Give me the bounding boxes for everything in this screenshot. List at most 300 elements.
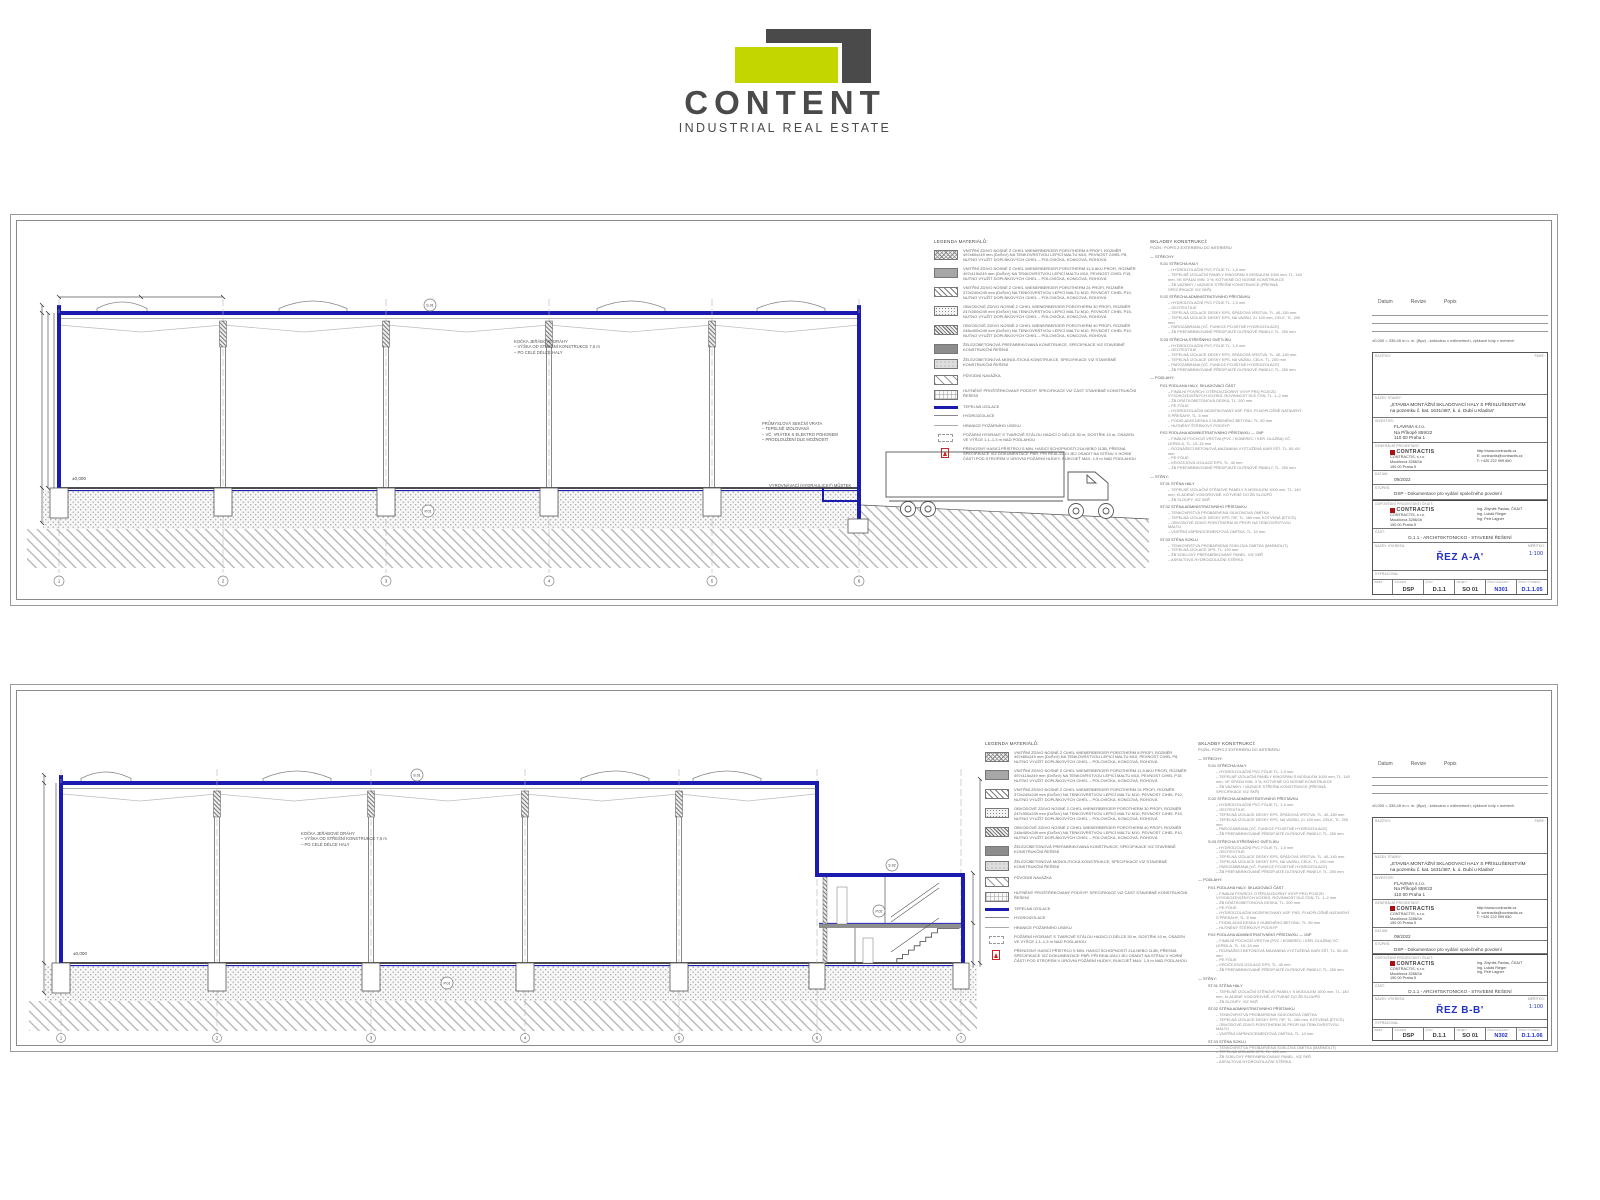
assembly-code: S.02 STŘECHA ADMINISTRATIVNÍHO PŘÍSTAVKU <box>1160 294 1251 300</box>
legend-item-text: ŽELEZOBETONOVÁ MONOLITICKÁ KONSTRUKCE, SPECIFIKACE VIZ STAVEBNĚ KONSTRUKČNÍ ŘEŠENÍ <box>963 357 1117 368</box>
assembly-layer: – HYDROIZOLAČNÍ MODIFIKOVANÝ ASF. PÁS, PLNOPLOŠNĚ NATAVENÝ S PŘESAHY, TL. 5 mm <box>1216 910 1350 920</box>
assembly-layer: – PAROZÁBRANA (VČ. FUNKCE POJISTNÉ HYDROIZOLACE) <box>1168 362 1280 368</box>
order-number: N301 <box>1494 586 1508 593</box>
assembly-code: ST.03 STĚNA SOKLU <box>1160 536 1199 542</box>
legend-item <box>985 788 1190 802</box>
assembly-layer: – OBVODOVÉ ZDIVO POROTHERM 30 PROFI NA TENKOVRSTVOU MALTU <box>1168 519 1291 530</box>
svg-text:4: 4 <box>523 1035 527 1041</box>
legend-symbol-item <box>934 433 1139 443</box>
part-value: D.1.1 - ARCHITEKTONICKO - STAVEBNÍ ŘEŠENÍ <box>1408 989 1512 995</box>
grid-hatch-swatch <box>985 892 1009 902</box>
logo-tagline: INDUSTRIAL REAL ESTATE <box>678 121 892 135</box>
legend-symbol-text: HYDROIZOLACE <box>963 413 995 419</box>
materials-legend <box>934 239 1139 466</box>
assembly-layer: – ŽB PREFABRIKOVANÉ PŘEDPJATÉ DUTINOVÉ PANELY, TL. 250 mm <box>1216 831 1344 837</box>
skylight-arc <box>279 301 347 311</box>
assembly-tag <box>441 977 453 989</box>
assembly-layer: – HYDROIZOLAČNÍ PVC FÓLIE TL. 1,5 mm <box>1216 802 1294 808</box>
assembly-layer: – TENKOVRSTVÁ PROBARVENÁ SOKLOVÁ OMÍTKA (MARMOLIT) <box>1216 1044 1336 1050</box>
skylight-arc <box>597 301 665 311</box>
investor-name: FLAVINIA s.r.o. Na Příkopě 859/22 110 00 Praha 1 <box>1394 880 1433 898</box>
legend-item-text: OBVODOVÉ ZDIVO NOSNÉ Z CIHEL WIENERBERGER POROTHERM 40 PROFI, ROZMĚR 248x400x249 mm (DxŠxV) NA TENKOVRSTVOU LEPICÍ MALTU M10, PEVNOST CIHEL P10, NUTNO VYUŽÍT DOPLŇKOVÝCH CIHEL – POLOVIČKA, KONCOVÁ, ROHOVÁ <box>1014 825 1183 840</box>
title-block-main <box>1372 817 1548 1041</box>
gray-symbol-icon <box>934 425 958 426</box>
skylight-arc <box>97 302 147 311</box>
svg-text:5: 5 <box>710 578 714 584</box>
assembly-layer: – ŽB SLOUPY, VIZ SKŘ <box>1168 496 1210 502</box>
legend-item <box>985 826 1190 840</box>
date-value: 09/2022 <box>1394 933 1411 939</box>
grid-hatch-swatch <box>934 390 958 400</box>
legend-item-text: OBVODOVÉ ZDIVO NOSNÉ Z CIHEL WIENERBERGER POROTHERM 30 PROFI, ROZMĚR 247x300x249 mm (DxŠxV) NA TENKOVRSTVOU LEPICÍ MALTU M10, PEVNOST CIHEL P15, NUTNO VYUŽÍT DOPLŇKOVÝCH CIHEL – POLOVIČKA, KONCOVÁ, ROHOVÁ <box>1014 806 1183 821</box>
assembly-code: ST.01 STĚNA HALY <box>1160 480 1195 486</box>
legend-item-text: HUTNĚNÝ PROŠTĚRKOVANÝ PODSYP, SPECIFIKACE VIZ ČÁST STAVEBNĚ KONSTRUKČNÍ ŘEŠENÍ <box>1014 890 1188 901</box>
legend-item <box>934 249 1139 263</box>
assembly-group-header: — STŘECHY: <box>1198 756 1223 762</box>
assembly-tag <box>886 859 898 871</box>
gray-symbol-icon <box>985 927 1009 928</box>
assembly-layer: – TEPELNÁ IZOLACE XPS, TL. 120 mm <box>1168 547 1239 553</box>
assembly-layer: – FINÁLNÍ POCHOZÍ VRSTVA (PVC / KOBEREC / KER. DLAŽBA) VČ. LEPIDLA, TL. 10–15 mm <box>1168 435 1292 446</box>
contractis-logo-icon <box>1390 906 1395 911</box>
assembly-layer: – ŽB DRÁTKOBETONOVÁ DESKA, TL. 200 mm <box>1168 398 1253 404</box>
content-logo <box>660 8 910 153</box>
solid-hatch-swatch <box>934 268 958 278</box>
annotation-crane: KOČKA JEŘÁBOVÉ DRÁHY – VÝŠKA OD STŘEŠNÍ KONSTRUKCE 7,6 m – PO CELÉ DÉLCE HALY <box>514 339 600 355</box>
stage-row: STUPEŇ: DSP - Dokumentace pro vydání společného povolení <box>1373 485 1547 500</box>
footer-strip: INDEX STUPEŇ DSP ČÁST D.1.1 OBJEKT SO 01 ČÍSLO ZAKÁZKY N301 ČÍSLO VÝKRESU D.1.1.05 <box>1374 579 1543 593</box>
stamp-box: RAZÍTKO: PARÉ: <box>1373 818 1547 854</box>
legend-item <box>934 286 1139 300</box>
legend-item <box>934 374 1139 385</box>
stage-value: DSP - Dokumentace pro vydání společného povolení <box>1394 491 1502 497</box>
dark-hatch-swatch <box>934 344 958 354</box>
investor-name: FLAVINIA s.r.o. Na Příkopě 859/22 110 00 Praha 1 <box>1394 424 1433 441</box>
contractis-logo-icon <box>1390 961 1395 966</box>
assembly-tag <box>873 905 885 917</box>
footer-strip: INDEX STUPEŇ DSP ČÁST D.1.1 OBJEKT SO 01 ČÍSLO ZAKÁZKY N302 ČÍSLO VÝKRESU D.1.1.06 <box>1374 1027 1543 1039</box>
assembly-group-header: — STŘECHY: <box>1150 254 1175 260</box>
svg-text:1: 1 <box>59 1035 63 1041</box>
legend-item-text: PŮVODNÍ NAVÁŽKA <box>963 372 1001 378</box>
assembly-code: ST.02 STĚNA ADMINISTRATIVNÍHO PŘÍSTAVKU <box>1160 503 1247 509</box>
skylight-arc <box>757 301 825 311</box>
sheet-frame <box>16 220 1552 600</box>
annotation-dock-leveler: VYROVNÁVACÍ (HYDRAULICKÝ) MŮSTEK <box>769 483 852 488</box>
assembly-code: ST.03 STĚNA SOKLU <box>1208 1038 1247 1044</box>
assembly-layer: – PE FÓLIE <box>1216 905 1237 911</box>
svg-text:6: 6 <box>857 578 861 584</box>
legend-item <box>934 343 1139 354</box>
sheet-rez-b <box>10 684 1558 1065</box>
svg-text:1: 1 <box>57 578 61 584</box>
dots-hatch-swatch <box>934 306 958 316</box>
legend-item <box>934 358 1139 369</box>
rev-col-revize: Revize <box>1410 299 1427 305</box>
title-block-main <box>1372 352 1548 595</box>
drawing-number: D.1.1.05 <box>1521 586 1543 593</box>
date-row: DATUM: 09/2022 <box>1373 471 1547 485</box>
drawing-title: ŘEZ B-B' <box>1436 1005 1484 1017</box>
part-value: D.1.1 - ARCHITEKTONICKO - STAVEBNÍ ŘEŠENÍ <box>1408 535 1512 541</box>
legend-symbol-text: HRANICE POŽÁRNÍHO ÚSEKU <box>963 422 1021 428</box>
logo-wordmark: CONTENT <box>684 84 886 121</box>
legend-symbol-text: POŽÁRNÍ HYDRANT S TVAROVĚ STÁLOU HADICÍ O DÉLCE 30 m, DOSTŘIK 10 m, OSAZEN VE VÝŠCE 1,1–1,3 m NAD PODLAHOU <box>1014 933 1185 944</box>
assembly-layer: – TEPELNÁ IZOLACE DESKY EPS, NA VAZBU, 2× 100 mm, CELK. TL. 200 mm <box>1216 816 1349 827</box>
light-hatch-swatch <box>985 861 1009 871</box>
assembly-layer: – TEPELNÁ IZOLACE DESKY EPS, SPÁDOVÁ VRSTVA, TL. 40–140 mm <box>1168 352 1297 358</box>
assembly-layer: – GEOTEXTILIE <box>1216 849 1245 855</box>
assemblies-note: POZN.: POPIS Z EXTERIÉRU DO INTERIÉRU <box>1198 747 1280 753</box>
hatchlight-hatch-swatch <box>985 877 1009 887</box>
project-name: „STAVBA MONTÁŽNÍ SKLADOVACÍ HALY S PŘÍSLUŠENSTVÍM na pozemku č. kat. 1631/487, k. ú. Dubí u Kladna“ <box>1390 860 1526 872</box>
svg-text:S.02: S.02 <box>888 863 896 868</box>
assembly-layer: – ASFALTOVÁ HYDROIZOLAČNÍ STĚRKA <box>1168 557 1244 563</box>
assembly-layer: – TEPELNÁ IZOLACE DESKY EPS, NA VAZBU, CELK. TL. 200 mm <box>1168 357 1286 363</box>
assembly-layer: – PODKLADNÍ DESKA Z HUBENÉHO BETONU, TL. 50 mm <box>1216 919 1321 925</box>
assembly-layer: – FINÁLNÍ POVRCH: OTĚRUVZDORNÝ VSYP PRO POJEZD VYSOKOZDVIŽNÝCH VOZÍKŮ, ROVINNOST DLE ČSN, TL. 1–2 mm <box>1168 388 1289 399</box>
thin-symbol-icon <box>934 415 958 416</box>
diag-hatch-swatch <box>985 789 1009 799</box>
assembly-layer: – ŽB PREFABRIKOVANÉ PŘEDPJATÉ DUTINOVÉ PANELY, TL. 250 mm <box>1168 366 1296 372</box>
skylight-arc <box>581 771 649 781</box>
stamp-box: RAZÍTKO: PARÉ: <box>1373 353 1547 395</box>
svg-text:P.01: P.01 <box>443 981 451 986</box>
legend-symbol-item <box>934 447 1139 461</box>
assembly-layer: – VNITŘNÍ VÁPENOCEMENTOVÁ OMÍTKA, TL. 10 mm <box>1216 1031 1314 1037</box>
contractis-logo-icon <box>1390 450 1395 455</box>
annotation-gate: PRŮMYSLOVÁ SEKČNÍ VRATA – TEPELNĚ IZOLOVANÁ – VČ. VRÁTEK S ELEKTRO POHONEM – PRODLOUŽENÍ DLE MOŽNOSTI <box>762 421 838 442</box>
grid-bubbles <box>57 1034 966 1043</box>
assembly-layer: – PAROZÁBRANA (VČ. FUNKCE POJISTNÉ HYDROIZOLACE) <box>1216 864 1328 870</box>
assembly-layer: – PAROZÁBRANA (VČ. FUNKCE POJISTNÉ HYDROIZOLACE) <box>1168 324 1280 330</box>
assembly-layer: – TEPELNĚ IZOLAČNÍ PANELY KINGSPAN S MODULEM 1000 mm, TL. 140 mm, VE SPÁDU MIN. 3 %, KOTVENÉ DO NOSNÉ KONSTRUKCE <box>1168 272 1302 283</box>
solid-hatch-swatch <box>985 770 1009 780</box>
dots-hatch-swatch <box>985 808 1009 818</box>
author-row: VYPRACOVAL: <box>1373 1020 1547 1028</box>
svg-text:3: 3 <box>384 578 388 584</box>
assembly-layer: – ROZNÁŠECÍ BETONOVÁ MAZANINA VYZTUŽENÁ KARI SÍTÍ, TL. 50–60 mm <box>1168 445 1300 456</box>
assembly-group-header: — STĚNY: <box>1150 473 1169 479</box>
assembly-layer: – TEPELNÁ IZOLACE DESKY EPS, NA VAZBU, 2× 100 mm, CELK. TL. 200 mm <box>1168 314 1301 325</box>
skylight-arc <box>81 772 131 781</box>
legend-item-text: VNITŘNÍ ZDIVO NOSNÉ Z CIHEL WIENERBERGER POROTHERM 11,5 AKU PROFI, ROZMĚR 497x115x249 mm (DxŠxV) NA TENKOVRSTVOU LEPICÍ MALTU M10, PEVNOST CIHEL P15, NUTNO VYUŽÍT DOPLŇKOVÝCH CIHEL – POLOVIČKA, KONCOVÁ, ROHOVÁ <box>1014 768 1187 783</box>
assembly-code: S.02 STŘECHA ADMINISTRATIVNÍHO PŘÍSTAVKU <box>1208 796 1299 802</box>
assembly-layer: – TEPELNÁ IZOLACE DESKY EPS 70F, TL. 160 mm, KOTVENÁ (ETICS) <box>1168 514 1296 520</box>
svg-text:5: 5 <box>677 1035 681 1041</box>
assembly-layer: – FINÁLNÍ POVRCH: OTĚRUVZDORNÝ VSYP PRO POJEZD VYSOKOZDVIŽNÝCH VOZÍKŮ, ROVINNOST DLE ČSN, TL. 1–2 mm <box>1216 890 1337 901</box>
legend-symbol-text: HRANICE POŽÁRNÍHO ÚSEKU <box>1014 924 1072 930</box>
revision-table: Datum Revize Popis <box>1372 761 1548 794</box>
diagdense-hatch-swatch <box>985 827 1009 837</box>
assembly-layer: – ŽB VAZNÍKY / VAZNICE STŘEŠNÍ KONSTRUKCE (PŘESNÁ SPECIFIKACE VIZ SKŘ) <box>1216 783 1326 794</box>
assembly-layer: – VNITŘNÍ VÁPENOCEMENTOVÁ OMÍTKA, TL. 10 mm <box>1168 529 1266 535</box>
roof-structure <box>59 771 819 801</box>
level-mark: ±0,000 <box>72 476 87 481</box>
assembly-layer: – ŽB SOKLOVÝ PREFABRIKOVANÝ PANEL, VIZ SKŘ <box>1216 1054 1311 1060</box>
legend-item <box>985 845 1190 856</box>
legend-item <box>934 324 1139 338</box>
svg-text:2: 2 <box>215 1035 219 1041</box>
svg-text:P.02: P.02 <box>875 909 883 914</box>
assembly-tag <box>411 769 423 781</box>
legend-symbol-item <box>985 916 1190 921</box>
materials-legend <box>985 741 1190 968</box>
assembly-layer: – HYDROIZOLAČNÍ PVC FÓLIE TL. 1,5 mm <box>1216 844 1294 850</box>
legend-item-text: VNITŘNÍ ZDIVO NOSNÉ Z CIHEL WIENERBERGER POROTHERM 11,5 AKU PROFI, ROZMĚR 497x115x249 mm (DxŠxV) NA TENKOVRSTVOU LEPICÍ MALTU M10, PEVNOST CIHEL P15, NUTNO VYUŽÍT DOPLŇKOVÝCH CIHEL – POLOVIČKA, KONCOVÁ, ROHOVÁ <box>963 266 1136 281</box>
legend-item-text: HUTNĚNÝ PROŠTĚRKOVANÝ PODSYP, SPECIFIKACE VIZ ČÁST STAVEBNĚ KONSTRUKČNÍ ŘEŠENÍ <box>963 388 1137 399</box>
engineers-list: Ing. Zbyněk Pavlas, ČKAIT Ing. Lukáš Rieger Ing. Petr Lagner <box>1476 507 1523 521</box>
assembly-layer: – PODKLADNÍ DESKA Z HUBENÉHO BETONU, TL. 50 mm <box>1168 417 1273 423</box>
legend-symbol-text: PŘENOSNÝ HASICÍ PŘÍSTROJ S MIN. HASICÍ SCHOPNOSTÍ 21A NEBO 113B, PŘESNÁ SPECIFIKACE VIZ DOKUMENTACE PBŘ; PŘI REALIZACI JEJ OSADIT NA STĚNU V HORNÍ ČÁSTI POD STROPEM V ÚROVNI POŽÁRNÍ HLÍDKY, RUKOJEŤ MAX. 1,5 m NAD PODLAHOU <box>1014 947 1187 963</box>
title-block <box>1372 221 1548 599</box>
legend-item-text: VNITŘNÍ ZDIVO NOSNÉ Z CIHEL WIENERBERGER POROTHERM 24 PROFI, ROZMĚR 372x240x249 mm (DxŠxV) NA TENKOVRSTVOU LEPICÍ MALTU M10, PEVNOST CIHEL P10, NUTNO VYUŽÍT DOPLŇKOVÝCH CIHEL – POLOVIČKA, KONCOVÁ, ROHOVÁ <box>963 285 1132 300</box>
legend-item-text: VNITŘNÍ ZDIVO NOSNÉ Z CIHEL WIENERBERGER POROTHERM 8 PROFI, ROZMĚR 497x80x249 mm (DxŠxV) NA TENKOVRSTVOU LEPICÍ MALTU M10, PEVNOST CIHEL P8, NUTNO VYUŽÍT DOPLŇKOVÝCH CIHEL – POLOVIČKA, KONCOVÁ, ROHOVÁ <box>963 247 1128 263</box>
diag-hatch-swatch <box>934 287 958 297</box>
assemblies-note: POZN.: POPIS Z EXTERIÉRU DO INTERIÉRU <box>1150 245 1232 251</box>
legend-item-text: ŽELEZOBETONOVÁ PREFABRIKOVANÁ KONSTRUKCE, SPECIFIKACE VIZ STAVEBNĚ KONSTRUKČNÍ ŘEŠENÍ <box>963 341 1125 352</box>
ground-hatch <box>29 965 977 1031</box>
assembly-layer: – ŽB SOKLOVÝ PREFABRIKOVANÝ PANEL, VIZ SKŘ <box>1168 552 1263 558</box>
legend-symbol-text: POŽÁRNÍ HYDRANT S TVAROVĚ STÁLOU HADICÍ O DÉLCE 30 m, DOSTŘIK 10 m, OSAZEN VE VÝŠCE 1,1–1,3 m NAD PODLAHOU <box>963 431 1134 442</box>
assembly-layer: – KROČEJOVÁ IZOLACE EPS, TL. 40 mm <box>1168 460 1243 466</box>
assembly-layer: – TEPELNÁ IZOLACE DESKY EPS, SPÁDOVÁ VRSTVA, TL. 40–150 mm <box>1168 309 1297 315</box>
revision-table <box>1372 299 1548 332</box>
general-designer-row: GENERÁLNÍ PROJEKTANT: CONTRACTIS CONTRACTIS, s.r.o. Moulíkova 3286/1b 150 00 Praha 5 http://www.contractis.cz E: contractis@contractis.cz T: +420 222 999 650 <box>1373 900 1547 928</box>
assembly-layer: – TEPELNÁ IZOLACE DESKY EPS, SPÁDOVÁ VRSTVA, TL. 40–150 mm <box>1216 811 1345 817</box>
php-symbol-icon <box>992 950 1000 960</box>
rev-col-datum: Datum <box>1378 299 1393 305</box>
svg-text:4: 4 <box>547 578 551 584</box>
dashbox-symbol-icon <box>989 936 1004 944</box>
assembly-code: ST.01 STĚNA HALY <box>1208 982 1243 988</box>
legend-title: LEGENDA MATERIÁLŮ: <box>985 741 1039 746</box>
assembly-tag <box>422 505 434 517</box>
legend-symbol-text: TEPELNÁ IZOLACE <box>963 403 1000 409</box>
assembly-group-header: — PODLAHY: <box>1150 375 1175 381</box>
legend-symbol-text: HYDROIZOLACE <box>1014 915 1046 921</box>
assembly-layer: – ASFALTOVÁ HYDROIZOLAČNÍ STĚRKA <box>1216 1059 1292 1065</box>
assembly-layer: – ŽB PREFABRIKOVANÉ PŘEDPJATÉ DUTINOVÉ PANELY, TL. 250 mm <box>1216 868 1344 874</box>
assembly-layer: – HUTNĚNÝ ŠTĚRKOVÝ PODSYP <box>1216 924 1278 930</box>
legend-item-text: ŽELEZOBETONOVÁ MONOLITICKÁ KONSTRUKCE, SPECIFIKACE VIZ STAVEBNĚ KONSTRUKČNÍ ŘEŠENÍ <box>1014 859 1168 870</box>
door <box>837 887 847 924</box>
assembly-layer: – TENKOVRSTVÁ PROBARVENÁ SILIKONOVÁ OMÍTKA <box>1216 1011 1317 1017</box>
logo-green-block-icon <box>735 47 838 83</box>
drawing-scale: 1:100 <box>1529 1004 1543 1011</box>
assembly-layer: – ŽB VAZNÍKY / VAZNICE STŘEŠNÍ KONSTRUKCE (PŘESNÁ SPECIFIKACE VIZ SKŘ) <box>1168 281 1278 292</box>
blue-symbol-icon <box>985 908 1009 911</box>
assembly-code: S.01 STŘECHA HALY <box>1160 261 1199 267</box>
legend-item-text: VNITŘNÍ ZDIVO NOSNÉ Z CIHEL WIENERBERGER POROTHERM 24 PROFI, ROZMĚR 372x240x249 mm (DxŠxV) NA TENKOVRSTVOU LEPICÍ MALTU M10, PEVNOST CIHEL P10, NUTNO VYUŽÍT DOPLŇKOVÝCH CIHEL – POLOVIČKA, KONCOVÁ, ROHOVÁ <box>1014 787 1183 802</box>
stage-value: DSP - Dokumentace pro vydání společného povolení <box>1394 946 1502 952</box>
legend-symbol-item <box>934 405 1139 410</box>
legend-item <box>985 769 1190 783</box>
assembly-layer: – PE FÓLIE <box>1168 455 1189 461</box>
svg-text:S.01: S.01 <box>413 773 421 778</box>
assembly-code: S.03 STŘECHA STŘEŠNÍHO SVĚTLÍKU <box>1208 838 1280 844</box>
logo-dark-leg-icon <box>842 29 871 83</box>
dimension-lines <box>42 773 982 995</box>
datum-note: ±0,000 = 335,45 m n. m. (Bpv) - kótováno v milimetrech, výškové kóty v metrech <box>1372 338 1515 343</box>
assembly-layer: – TEPELNÁ IZOLACE DESKY EPS 70F, TL. 160 mm, KOTVENÁ (ETICS) <box>1216 1016 1344 1022</box>
svg-text:6: 6 <box>815 1035 819 1041</box>
diagdense-hatch-swatch <box>934 325 958 335</box>
light-hatch-swatch <box>934 359 958 369</box>
engineers-list: Ing. Zbyněk Pavlas, ČKAIT Ing. Lukáš Rieger Ing. Petr Lagner <box>1476 960 1523 975</box>
author-row: VYPRACOVAL: <box>1373 571 1547 580</box>
legend-item <box>985 751 1190 765</box>
legend-title: LEGENDA MATERIÁLŮ: <box>934 239 988 244</box>
assembly-layer: – ŽB PREFABRIKOVANÉ PŘEDPJATÉ DUTINOVÉ PANELY, TL. 250 mm <box>1168 465 1296 471</box>
assembly-code: P.02 PODLAHA ADMINISTRATIVNÍHO PŘÍSTAVKU — 1NP <box>1160 430 1264 436</box>
datum-note: ±0,000 = 335,45 m n. m. (Bpv) - kótováno v milimetrech, výškové kóty v metrech <box>1372 803 1515 808</box>
order-number: N302 <box>1494 1033 1508 1039</box>
assembly-group-header: — STĚNY: <box>1198 975 1217 981</box>
annotation-crane: KOČKA JEŘÁBOVÉ DRÁHY – VÝŠKA OD STŘEŠNÍ KONSTRUKCE 7,6 m – PO CELÉ DÉLCE HALY <box>301 831 387 847</box>
assembly-layer: – ROZNÁŠECÍ BETONOVÁ MAZANINA VYZTUŽENÁ KARI SÍTÍ, TL. 50–60 mm <box>1216 947 1348 958</box>
ground-hatch <box>27 490 1149 568</box>
assemblies-list <box>1150 239 1302 563</box>
dark-hatch-swatch <box>985 846 1009 856</box>
part-row: ČÁST: D.1.1 - ARCHITEKTONICKO - STAVEBNÍ ŘEŠENÍ <box>1373 983 1547 996</box>
assembly-code: ST.02 STĚNA ADMINISTRATIVNÍHO PŘÍSTAVKU <box>1208 1005 1295 1011</box>
legend-symbol-text: PŘENOSNÝ HASICÍ PŘÍSTROJ S MIN. HASICÍ SCHOPNOSTÍ 21A NEBO 113B, PŘESNÁ SPECIFIKACE VIZ DOKUMENTACE PBŘ; PŘI REALIZACI JEJ OSADIT NA STĚNU V HORNÍ ČÁSTI POD STROPEM V ÚROVNI POŽÁRNÍ HLÍDKY, RUKOJEŤ MAX. 1,5 m NAD PODLAHOU <box>963 445 1136 461</box>
level-mark: ±0,000 <box>73 951 88 956</box>
gp-address: CONTRACTIS, s.r.o. Moulíkova 3286/1b 150 00 Praha 5 <box>1390 455 1426 469</box>
assembly-tag <box>424 299 436 311</box>
svg-text:7: 7 <box>959 1035 963 1041</box>
assembly-layer: – TENKOVRSTVÁ PROBARVENÁ SOKLOVÁ OMÍTKA (MARMOLIT) <box>1168 542 1288 548</box>
assembly-layer: – TEPELNĚ IZOLAČNÍ PANELY KINGSPAN S MODULEM 1000 mm, TL. 140 mm, VE SPÁDU MIN. 3 %, KOTVENÉ DO NOSNÉ KONSTRUKCE <box>1216 774 1350 785</box>
assembly-layer: – PE FÓLIE <box>1168 403 1189 409</box>
legend-item <box>985 891 1190 902</box>
hatchlight-hatch-swatch <box>934 375 958 385</box>
assembly-layer: – PAROZÁBRANA (VČ. FUNKCE POJISTNÉ HYDROIZOLACE) <box>1216 826 1328 832</box>
drawing-title-row: NÁZEV VÝKRESU: MĚŘÍTKO: ŘEZ A-A' 1:100 <box>1373 543 1547 570</box>
assemblies-list <box>1198 741 1350 1065</box>
assembly-layer: – ŽB SLOUPY, VIZ SKŘ <box>1216 998 1258 1004</box>
project-name-row: NÁZEV STAVBY: „STAVBA MONTÁŽNÍ SKLADOVACÍ HALY S PŘÍSLUŠENSTVÍM na pozemku č. kat. 1631/487, k. ú. Dubí u Kladna“ <box>1373 395 1547 418</box>
assembly-layer: – TEPELNĚ IZOLAČNÍ STĚNOVÉ PANELY S MODULEM 1000 mm, TL. 140 mm, KLADENÉ VODOROVNĚ, KOTVENÉ DO ŽB SLOUPŮ <box>1168 486 1301 497</box>
legend-item <box>985 807 1190 821</box>
contractis-logo-icon <box>1390 508 1395 513</box>
assembly-layer: – HYDROIZOLAČNÍ PVC FÓLIE TL. 1,5 mm <box>1216 769 1294 775</box>
cross-hatch-swatch <box>934 250 958 260</box>
sheet-frame <box>16 690 1552 1065</box>
assembly-layer: – TENKOVRSTVÁ PROBARVENÁ SILIKONOVÁ OMÍTKA <box>1168 509 1269 515</box>
skylight-arc <box>693 771 761 781</box>
legend-item <box>985 876 1190 887</box>
svg-text:3: 3 <box>369 1035 373 1041</box>
roof-structure <box>57 301 861 332</box>
legend-symbol-item <box>934 414 1139 419</box>
staircase <box>891 929 959 963</box>
assembly-layer: – TEPELNĚ IZOLAČNÍ STĚNOVÉ PANELY S MODULEM 1000 mm, TL. 140 mm, KLADENÉ VODOROVNĚ, KOTVENÉ DO ŽB SLOUPŮ <box>1216 988 1349 999</box>
assembly-code: S.01 STŘECHA HALY <box>1208 763 1247 769</box>
assembly-layer: – HYDROIZOLAČNÍ PVC FÓLIE TL. 1,5 mm <box>1168 267 1246 273</box>
legend-item <box>934 267 1139 281</box>
legend-item-text: OBVODOVÉ ZDIVO NOSNÉ Z CIHEL WIENERBERGER POROTHERM 30 PROFI, ROZMĚR 247x300x249 mm (DxŠxV) NA TENKOVRSTVOU LEPICÍ MALTU M10, PEVNOST CIHEL P15, NUTNO VYUŽÍT DOPLŇKOVÝCH CIHEL – POLOVIČKA, KONCOVÁ, ROHOVÁ <box>963 304 1132 319</box>
drawing-title: ŘEZ A-A' <box>1436 552 1484 564</box>
responsible-designers-row: ODPOVĚDNÍ PROJEKTANTI ČKAIT: CONTRACTIS CONTRACTIS, s.r.o. Moulíkova 3286/1b 150 00 Praha 5 Ing. Zbyněk Pavlas, ČKAIT Ing. Lukáš Rieger Ing. Petr Lagner <box>1373 500 1547 529</box>
assembly-layer: – GEOTEXTILIE <box>1168 347 1197 353</box>
gp-contact: http://www.contractis.cz E: contractis@contractis.cz T: +420 222 999 650 <box>1476 449 1523 463</box>
assembly-layer: – TEPELNÁ IZOLACE DESKY EPS, SPÁDOVÁ VRSTVA, TL. 40–140 mm <box>1216 854 1345 860</box>
legend-symbol-item <box>934 424 1139 429</box>
skylight-arc <box>263 771 331 781</box>
assembly-code: P.02 PODLAHA ADMINISTRATIVNÍHO PŘÍSTAVKU — 1NP <box>1208 932 1312 938</box>
assembly-layer: – TEPELNÁ IZOLACE XPS, TL. 120 mm <box>1216 1049 1287 1055</box>
investor-row: INVESTOR: FLAVINIA s.r.o. Na Příkopě 859/22 110 00 Praha 1 <box>1373 875 1547 900</box>
assembly-layer: – HUTNĚNÝ ŠTĚRKOVÝ PODSYP <box>1168 422 1230 428</box>
legend-item-text: VNITŘNÍ ZDIVO NOSNÉ Z CIHEL WIENERBERGER POROTHERM 8 PROFI, ROZMĚR 497x80x249 mm (DxŠxV) NA TENKOVRSTVOU LEPICÍ MALTU M10, PEVNOST CIHEL P8, NUTNO VYUŽÍT DOPLŇKOVÝCH CIHEL – POLOVIČKA, KONCOVÁ, ROHOVÁ <box>1014 749 1179 765</box>
drawing-scale: 1:100 <box>1529 551 1543 558</box>
assembly-layer: – KROČEJOVÁ IZOLACE EPS, TL. 40 mm <box>1216 962 1291 968</box>
date-row: DATUM: 09/2022 <box>1373 928 1547 941</box>
assemblies-title: SKLADBY KONSTRUKCÍ: <box>1198 741 1256 746</box>
stage-row: STUPEŇ: DSP - Dokumentace pro vydání společného povolení <box>1373 941 1547 954</box>
date-value: 09/2022 <box>1394 477 1411 483</box>
project-name: „STAVBA MONTÁŽNÍ SKLADOVACÍ HALY S PŘÍSLUŠENSTVÍM na pozemku č. kat. 1631/487, k. ú. Dubí u Kladna“ <box>1390 401 1526 413</box>
rev-col-popis: Popis <box>1444 299 1457 305</box>
legend-symbol-text: TEPELNÁ IZOLACE <box>1014 905 1051 911</box>
legend-symbol-item <box>985 935 1190 945</box>
legend-item <box>934 305 1139 319</box>
project-name-row: NÁZEV STAVBY: „STAVBA MONTÁŽNÍ SKLADOVACÍ HALY S PŘÍSLUŠENSTVÍM na pozemku č. kat. 1631/487, k. ú. Dubí u Kladna“ <box>1373 854 1547 875</box>
php-symbol-icon <box>941 448 949 458</box>
gp-contact: http://www.contractis.cz E: contractis@contractis.cz T: +420 222 999 650 <box>1476 905 1523 920</box>
assembly-layer: – GEOTEXTILIE <box>1168 304 1197 310</box>
door <box>863 938 873 963</box>
title-block <box>1372 691 1548 1045</box>
assembly-group-header: — PODLAHY: <box>1198 877 1223 883</box>
general-designer-row: GENERÁLNÍ PROJEKTANT: CONTRACTIS CONTRACTIS, s.r.o. Moulíkova 3286/1b 150 00 Praha 5 http://www.contractis.cz E: contractis@contractis.cz T: +420 222 999 650 <box>1373 443 1547 471</box>
assembly-layer: – OBVODOVÉ ZDIVO POROTHERM 30 PROFI NA TENKOVRSTVOU MALTU <box>1216 1021 1339 1032</box>
legend-item-text: OBVODOVÉ ZDIVO NOSNÉ Z CIHEL WIENERBERGER POROTHERM 40 PROFI, ROZMĚR 248x400x249 mm (DxŠxV) NA TENKOVRSTVOU LEPICÍ MALTU M10, PEVNOST CIHEL P10, NUTNO VYUŽÍT DOPLŇKOVÝCH CIHEL – POLOVIČKA, KONCOVÁ, ROHOVÁ <box>963 323 1132 338</box>
legend-item-text: PŮVODNÍ NAVÁŽKA <box>1014 874 1052 880</box>
gp-address: CONTRACTIS, s.r.o. Moulíkova 3286/1b 150 00 Praha 5 <box>1390 911 1426 926</box>
thin-symbol-icon <box>985 917 1009 918</box>
drawing-number: D.1.1.06 <box>1521 1033 1543 1039</box>
assembly-code: S.03 STŘECHA STŘEŠNÍHO SVĚTLÍKU <box>1160 336 1232 342</box>
dashbox-symbol-icon <box>938 434 953 442</box>
assembly-code: P.01 PODLAHA HALY, SKLADOVACÍ ČÁST <box>1208 884 1284 890</box>
investor-row: INVESTOR: FLAVINIA s.r.o. Na Příkopě 859/22 110 00 Praha 1 <box>1373 418 1547 443</box>
blue-symbol-icon <box>934 406 958 409</box>
svg-text:S.01: S.01 <box>426 303 434 308</box>
assembly-code: P.01 PODLAHA HALY, SKLADOVACÍ ČÁST <box>1160 382 1236 388</box>
legend-item <box>934 389 1139 400</box>
legend-symbol-item <box>985 907 1190 912</box>
assemblies-title: SKLADBY KONSTRUKCÍ: <box>1150 239 1208 244</box>
assembly-layer: – FINÁLNÍ POCHOZÍ VRSTVA (PVC / KOBEREC / KER. DLAŽBA) VČ. LEPIDLA, TL. 10–15 mm <box>1216 937 1340 948</box>
assembly-layer: – ŽB PREFABRIKOVANÉ PŘEDPJATÉ DUTINOVÉ PANELY, TL. 250 mm <box>1168 329 1296 335</box>
grid-bubbles <box>54 576 864 586</box>
legend-item-text: ŽELEZOBETONOVÁ PREFABRIKOVANÁ KONSTRUKCE, SPECIFIKACE VIZ STAVEBNĚ KONSTRUKČNÍ ŘEŠENÍ <box>1014 843 1176 854</box>
assembly-layer: – PE FÓLIE <box>1216 957 1237 963</box>
assembly-layer: – GEOTEXTILIE <box>1216 806 1245 812</box>
cross-hatch-swatch <box>985 752 1009 762</box>
assembly-layer: – TEPELNÁ IZOLACE DESKY EPS, NA VAZBU, CELK. TL. 200 mm <box>1216 859 1334 865</box>
legend-symbol-item <box>985 926 1190 931</box>
svg-text:P.01: P.01 <box>424 509 432 514</box>
assembly-layer: – HYDROIZOLAČNÍ PVC FÓLIE TL. 1,5 mm <box>1168 342 1246 348</box>
legend-symbol-item <box>985 949 1190 963</box>
assembly-layer: – ŽB PREFABRIKOVANÉ PŘEDPJATÉ DUTINOVÉ PANELY, TL. 250 mm <box>1216 967 1344 973</box>
assembly-layer: – ŽB DRÁTKOBETONOVÁ DESKA, TL. 200 mm <box>1216 900 1301 906</box>
part-row: ČÁST: D.1.1 - ARCHITEKTONICKO - STAVEBNÍ ŘEŠENÍ <box>1373 529 1547 543</box>
